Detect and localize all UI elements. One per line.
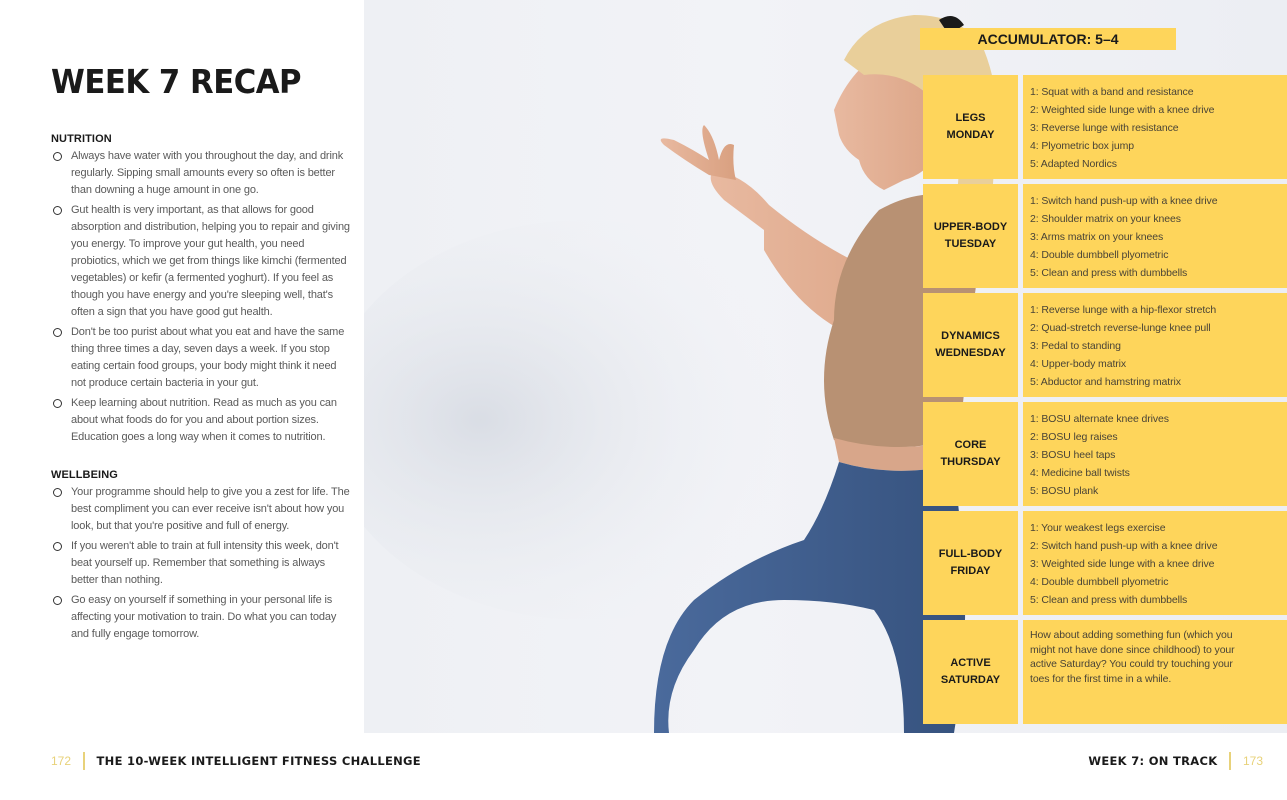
day-name: TUESDAY [944, 238, 997, 250]
nutrition-section [51, 133, 351, 449]
circle-bullet-icon [53, 399, 62, 408]
note-text: How about adding something fun (which you might not have done since childhood) to your active Saturday? You could try touching your toes for the first time in a while. [1030, 629, 1235, 685]
activity-note [1023, 620, 1287, 724]
bullet-text: Gut health is very important, as that allows for good absorption and distribution, helping you to repair and giving you energy. To improve your gut health, you need probiotics, which we get from things like kimchi (fermented vegetables) or kefir (a fermented yoghurt). If you feel as though you have energy and you're sleeping well, that's often a sign that you have good gut health. [71, 204, 350, 318]
wellbeing-bullet [51, 592, 351, 643]
wellbeing-bullet [51, 484, 351, 535]
day-name: THURSDAY [940, 456, 1001, 468]
page-title: WEEK 7 RECAP [51, 62, 302, 101]
day-name: MONDAY [946, 129, 995, 141]
day-category: DYNAMICS [941, 330, 1000, 342]
exercise-item: 1: Reverse lunge with a hip-flexor stretch [1030, 304, 1217, 316]
running-head-right: WEEK 7: ON TRACK [1088, 754, 1218, 768]
exercise-item: 2: Switch hand push-up with a knee drive [1030, 540, 1218, 552]
day-name: FRIDAY [950, 565, 991, 577]
exercise-item: 4: Upper-body matrix [1030, 358, 1127, 370]
nutrition-heading: NUTRITION [51, 133, 112, 145]
bullet-text: Always have water with you throughout the day, and drink regularly. Sipping small amounts every so often is better than downing a huge amount in one go. [71, 150, 344, 196]
exercise-list [1023, 402, 1287, 506]
circle-bullet-icon [53, 152, 62, 161]
day-label [923, 402, 1018, 506]
exercise-item: 2: BOSU leg raises [1030, 431, 1118, 443]
exercise-item: 5: Abductor and hamstring matrix [1030, 376, 1181, 388]
exercise-item: 5: BOSU plank [1030, 485, 1099, 497]
exercise-list [1023, 75, 1287, 179]
day-category: CORE [954, 439, 987, 451]
circle-bullet-icon [53, 206, 62, 215]
exercise-item: 2: Weighted side lunge with a knee drive [1030, 104, 1215, 116]
accumulator-title: ACCUMULATOR: 5–4 [920, 28, 1176, 50]
exercise-item: 5: Adapted Nordics [1030, 158, 1117, 170]
exercise-item: 1: Switch hand push-up with a knee drive [1030, 195, 1218, 207]
circle-bullet-icon [53, 542, 62, 551]
day-row-monday [923, 75, 1287, 179]
exercise-item: 4: Plyometric box jump [1030, 140, 1135, 152]
nutrition-bullet [51, 202, 351, 321]
nutrition-bullet [51, 148, 351, 199]
day-label [923, 184, 1018, 288]
page-number-right: 173 [1242, 754, 1263, 768]
nutrition-bullet [51, 395, 351, 446]
exercise-item: 5: Clean and press with dumbbells [1030, 594, 1188, 606]
day-row-saturday [923, 620, 1287, 724]
footer-divider [1229, 752, 1231, 770]
wellbeing-heading: WELLBEING [51, 469, 118, 481]
circle-bullet-icon [53, 596, 62, 605]
exercise-item: 3: Weighted side lunge with a knee drive [1030, 558, 1215, 570]
running-head-left: THE 10-WEEK INTELLIGENT FITNESS CHALLENGE [96, 754, 421, 768]
day-category: UPPER-BODY [933, 221, 1008, 233]
wellbeing-bullet [51, 538, 351, 589]
bullet-text: If you weren't able to train at full intensity this week, don't beat yourself up. Remember that something is always better than nothing. [71, 540, 339, 586]
right-footer [1088, 752, 1263, 770]
left-page [0, 0, 364, 800]
day-label [923, 293, 1018, 397]
exercise-item: 1: Squat with a band and resistance [1030, 86, 1194, 98]
bullet-text: Go easy on yourself if something in your personal life is affecting your motivation to train. Do what you can today and fully engage tomorrow. [71, 594, 337, 640]
exercise-item: 3: Pedal to standing [1030, 340, 1121, 352]
day-label [923, 75, 1018, 179]
day-row-thursday [923, 402, 1287, 506]
circle-bullet-icon [53, 328, 62, 337]
day-label [923, 620, 1018, 724]
left-footer [51, 752, 421, 770]
day-row-wednesday [923, 293, 1287, 397]
exercise-item: 3: Reverse lunge with resistance [1030, 122, 1179, 134]
exercise-item: 3: Arms matrix on your knees [1030, 231, 1164, 243]
bullet-text: Keep learning about nutrition. Read as much as you can about what foods do for you and about portion sizes. Education goes a long way when it comes to nutrition. [71, 397, 337, 443]
day-name: SATURDAY [940, 674, 1001, 686]
exercise-item: 2: Quad-stretch reverse-lunge knee pull [1030, 322, 1211, 334]
wellbeing-section [51, 469, 351, 646]
page-number-left: 172 [51, 754, 72, 768]
day-category: LEGS [955, 112, 986, 124]
day-row-friday [923, 511, 1287, 615]
circle-bullet-icon [53, 488, 62, 497]
exercise-list [1023, 293, 1287, 397]
exercise-list [1023, 184, 1287, 288]
exercise-list [1023, 511, 1287, 615]
exercise-item: 4: Double dumbbell plyometric [1030, 249, 1169, 261]
exercise-item: 4: Medicine ball twists [1030, 467, 1130, 479]
exercise-item: 5: Clean and press with dumbbells [1030, 267, 1188, 279]
day-category: FULL-BODY [938, 548, 1003, 560]
exercise-item: 3: BOSU heel taps [1030, 449, 1116, 461]
exercise-item: 1: BOSU alternate knee drives [1030, 413, 1169, 425]
exercise-item: 2: Shoulder matrix on your knees [1030, 213, 1181, 225]
nutrition-bullet [51, 324, 351, 392]
bullet-text: Your programme should help to give you a zest for life. The best compliment you can ever receive isn't about how you look, but that you're positive and full of energy. [71, 486, 350, 532]
day-row-tuesday [923, 184, 1287, 288]
exercise-item: 4: Double dumbbell plyometric [1030, 576, 1169, 588]
day-name: WEDNESDAY [935, 347, 1006, 359]
bullet-text: Don't be too purist about what you eat and have the same thing three times a day, seven days a week. If you stop eating certain food groups, your body might think it need not produce certain bacteria in your gut. [71, 326, 345, 389]
day-label [923, 511, 1018, 615]
footer-divider [83, 752, 85, 770]
day-category: ACTIVE [950, 657, 991, 669]
exercise-item: 1: Your weakest legs exercise [1030, 522, 1166, 534]
